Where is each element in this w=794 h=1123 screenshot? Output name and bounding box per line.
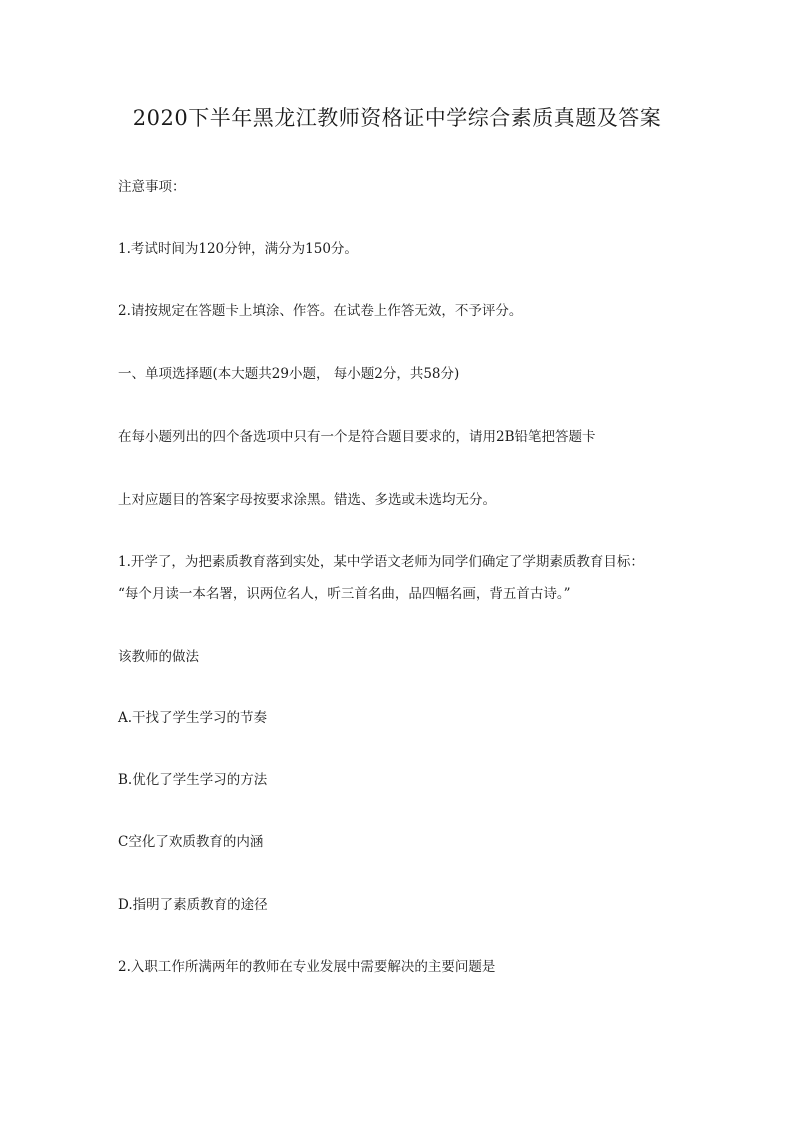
note-item: 2.请按规定在答题卡上填涂、作答。在试卷上作答无效，不予评分。: [118, 303, 523, 319]
option-a: A.干找了学生学习的节奏: [118, 710, 268, 726]
question-1-quote: “每个月读一本名署，识两位名人，听三首名曲，品四幅名画，背五首古诗。”: [118, 586, 571, 602]
option-c: C空化了欢质教育的内涵: [118, 834, 264, 850]
document-title: 2020下半年黑龙江教师资格证中学综合素质真题及答案: [132, 106, 662, 130]
question-2-text: 2.入职工作所满两年的教师在专业发展中需要解决的主要问题是: [118, 959, 496, 975]
question-1-text: 1.开学了，为把素质教育落到实处，某中学语文老师为同学们确定了学期素质教育目标：: [118, 554, 644, 570]
note-item: 1.考试时间为120分钟，满分为150分。: [118, 241, 358, 257]
notes-heading: 注意事项：: [118, 179, 186, 195]
question-1-stem: 该教师的做法: [118, 649, 199, 665]
option-d: D.指明了素质教育的途径: [118, 897, 268, 913]
option-b: B.优化了学生学习的方法: [118, 772, 268, 788]
instruction-line: 上对应题目的答案字母按要求涂黑。错选、多选或未选均无分。: [118, 492, 496, 508]
instruction-line: 在每小题列出的四个备选项中只有一个是符合题目要求的，请用2B铅笔把答题卡: [118, 429, 596, 445]
section-heading: 一、单项选择题(本大题共29小题， 每小题2分，共58分): [118, 366, 460, 382]
